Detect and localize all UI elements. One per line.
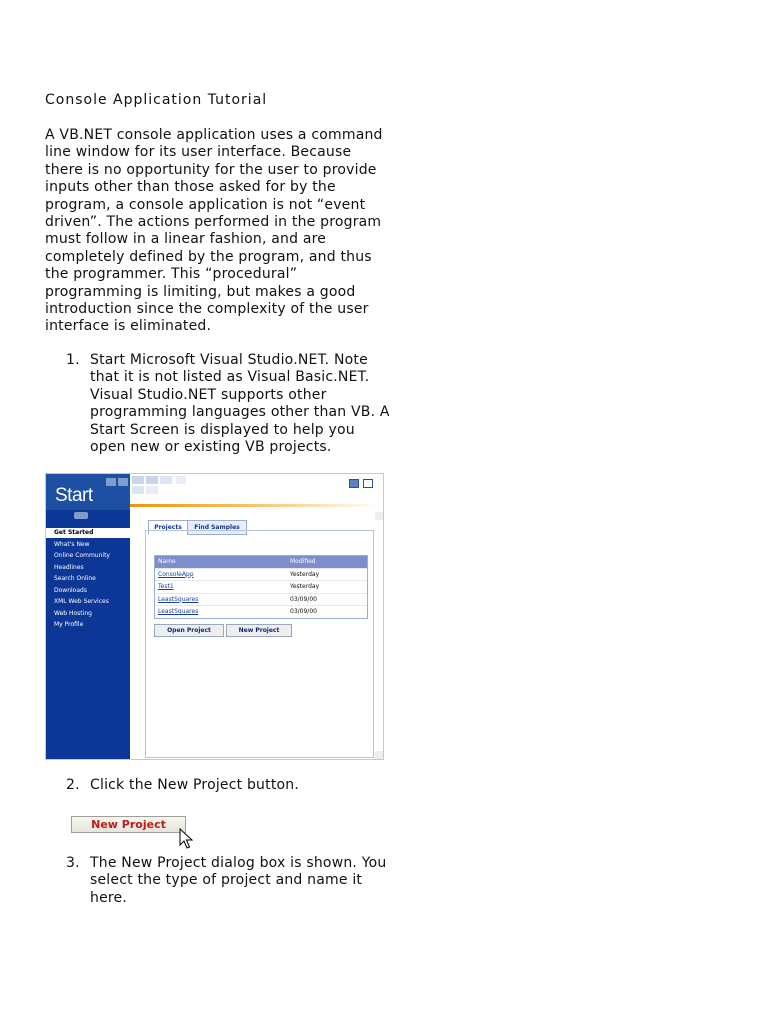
step-2 bbox=[66, 777, 390, 794]
start-page-screenshot bbox=[45, 473, 384, 760]
sidebar-decoration bbox=[74, 512, 88, 519]
banner-square bbox=[118, 478, 128, 486]
open-project-button[interactable]: Open Project bbox=[154, 624, 224, 637]
start-title: Start bbox=[55, 485, 93, 506]
step-number: 3. bbox=[66, 855, 80, 871]
intro-paragraph: A VB.NET console application uses a command line window for its user interface. Because there is no opportunity for the user to provide inputs other than those asked for by the program, a console application is not “event driven”. The actions performed in the program must follow in a linear fashion, and are completely defined by the program, and thus the programmer. This “procedural” programming is limiting, but makes a good introduction since the complexity of the user interface is eliminated. bbox=[45, 127, 383, 335]
sidebar-item-online-community[interactable]: Online Community bbox=[54, 552, 110, 559]
project-modified: 03/09/00 bbox=[290, 595, 317, 603]
projects-table bbox=[154, 555, 368, 619]
column-header-modified: Modified bbox=[290, 558, 316, 565]
scroll-up-icon[interactable] bbox=[375, 512, 383, 520]
sidebar-item-downloads[interactable]: Downloads bbox=[54, 586, 87, 594]
scrollbar[interactable] bbox=[375, 510, 383, 760]
sidebar-item-search-online[interactable]: Search Online bbox=[54, 575, 96, 582]
sidebar-item-xml-web-services[interactable]: XML Web Services bbox=[54, 598, 109, 605]
tab-find-samples[interactable]: Find Samples bbox=[187, 520, 247, 535]
project-modified: Yesterday bbox=[290, 570, 320, 578]
banner-square bbox=[160, 476, 172, 484]
project-modified: 03/09/00 bbox=[290, 608, 317, 615]
table-row bbox=[155, 606, 367, 618]
document-title: Console Application Tutorial bbox=[45, 92, 268, 108]
sidebar-item-headlines[interactable]: Headlines bbox=[54, 563, 84, 571]
project-link[interactable]: LeastSquares bbox=[158, 595, 199, 603]
project-link[interactable]: LeastSquares bbox=[158, 608, 199, 615]
banner-square bbox=[132, 486, 144, 494]
banner-square bbox=[146, 486, 158, 494]
start-banner bbox=[46, 474, 384, 510]
table-row bbox=[155, 569, 367, 582]
tab-projects[interactable]: Projects bbox=[148, 520, 188, 535]
project-modified: Yesterday bbox=[290, 583, 320, 590]
banner-square bbox=[106, 478, 116, 486]
sidebar-item-my-profile[interactable]: My Profile bbox=[54, 621, 84, 628]
project-link[interactable]: Test1 bbox=[158, 583, 174, 590]
start-sidebar bbox=[46, 510, 130, 760]
step-text: The New Project dialog box is shown. You select the type of project and name it here. bbox=[90, 855, 387, 906]
table-row bbox=[155, 594, 367, 607]
step-text: Start Microsoft Visual Studio.NET. Note that it is not listed as Visual Basic.NET. Visual Studio.NET supports other programming languages other than VB. A Start Screen is displayed to help you open new or existing VB projects. bbox=[90, 352, 390, 456]
scroll-down-icon[interactable] bbox=[375, 751, 383, 759]
new-project-button-small[interactable]: New Project bbox=[226, 624, 292, 637]
sidebar-item-whats-new[interactable]: What's New bbox=[54, 540, 90, 548]
sidebar-item-get-started[interactable]: Get Started bbox=[46, 528, 130, 538]
step-number: 2. bbox=[66, 777, 80, 793]
project-link[interactable]: ConsoleApp bbox=[158, 570, 194, 578]
banner-accent-line bbox=[130, 504, 380, 507]
step-text: Click the New Project button. bbox=[90, 777, 299, 793]
step-1 bbox=[66, 352, 390, 456]
sidebar-item-web-hosting[interactable]: Web Hosting bbox=[54, 609, 92, 617]
maximize-icon[interactable] bbox=[363, 479, 373, 488]
step-3 bbox=[66, 855, 390, 907]
table-header-row bbox=[155, 556, 367, 569]
column-header-name: Name bbox=[158, 558, 176, 565]
banner-square bbox=[132, 476, 144, 484]
start-content bbox=[130, 510, 384, 760]
window-icon[interactable] bbox=[349, 479, 359, 488]
step-number: 1. bbox=[66, 352, 80, 368]
new-project-button[interactable]: New Project bbox=[71, 816, 186, 833]
banner-square bbox=[146, 476, 158, 484]
banner-square bbox=[176, 476, 186, 484]
mouse-pointer-icon bbox=[179, 828, 193, 850]
table-row bbox=[155, 581, 367, 594]
